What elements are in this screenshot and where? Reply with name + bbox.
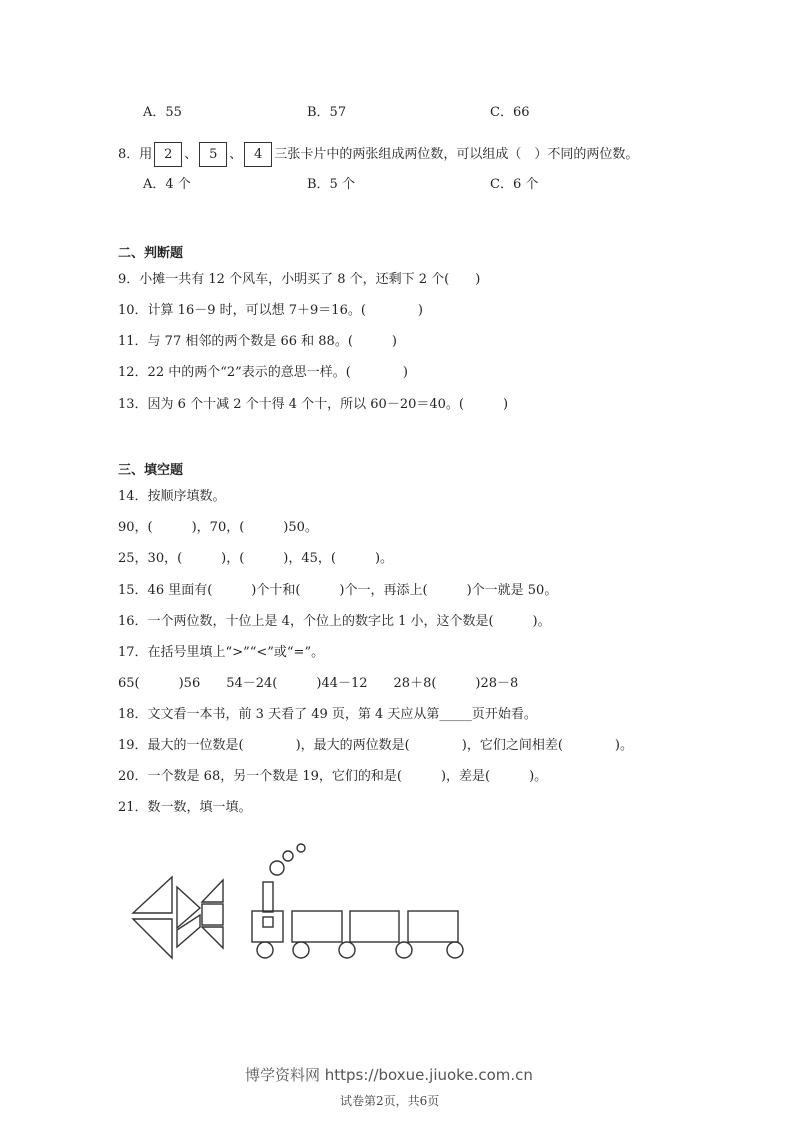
- q8-option-b: B．5 个: [307, 177, 355, 192]
- question-17-row: 65( )56 54－24( )44－12 28＋8( )28－8: [118, 676, 519, 691]
- q7-option-c: C．66: [490, 105, 530, 120]
- train: [252, 844, 463, 958]
- q8-prefix: 8．用: [118, 147, 153, 162]
- separator: 、: [229, 147, 243, 162]
- question-14-row2: 25，30，( )，( )，45，( )。: [118, 551, 394, 566]
- q8-option-c: C．6 个: [490, 177, 539, 192]
- separator: 、: [184, 147, 198, 162]
- watermark: 博学资料网 https://boxue.jiuoke.com.cn: [245, 1066, 533, 1084]
- question-9: 9．小摊一共有 12 个风车，小明买了 8 个，还剩下 2 个( ): [118, 272, 481, 287]
- q8-option-a: A．4 个: [143, 177, 191, 192]
- question-10: 10．计算 16－9 时，可以想 7＋9＝16。( ): [118, 303, 423, 318]
- question-16: 16．一个两位数，十位上是 4，个位上的数字比 1 小，这个数是( )。: [118, 614, 551, 629]
- question-11: 11．与 77 相邻的两个数是 66 和 88。( ): [118, 334, 397, 349]
- question-12: 12．22 中的两个“2”表示的意思一样。( ): [118, 365, 408, 380]
- tangram-fish: [133, 877, 223, 958]
- question-18: 18．文文看一本书，前 3 天看了 49 页，第 4 天应从第_____页开始看。: [118, 707, 537, 722]
- question-13: 13．因为 6 个十减 2 个十得 4 个十，所以 60－20＝40。( ): [118, 397, 509, 412]
- q8-suffix: 三张卡片中的两张组成两位数，可以组成（ ）不同的两位数。: [274, 147, 639, 162]
- question-14: 14．按顺序填数。: [118, 489, 226, 504]
- section-title-judgment: 二、判断题: [118, 246, 184, 261]
- question-20: 20．一个数是 68，另一个数是 19，它们的和是( )，差是( )。: [118, 769, 548, 784]
- page-number: 试卷第2页，共6页: [340, 1094, 440, 1108]
- number-card: 2: [154, 142, 182, 167]
- question-21: 21．数一数，填一填。: [118, 800, 252, 815]
- q7-option-a: A．55: [143, 105, 182, 120]
- number-card: 5: [199, 142, 227, 167]
- section-title-fill: 三、填空题: [118, 463, 184, 478]
- question-17: 17．在括号里填上“>”“<”或“=”。: [118, 645, 325, 660]
- q7-option-b: B．57: [307, 105, 347, 120]
- question-14-row1: 90，( )，70，( )50。: [118, 520, 318, 535]
- question-19: 19．最大的一位数是( )，最大的两位数是( )，它们之间相差( )。: [118, 738, 633, 753]
- question-15: 15．46 里面有( )个十和( )个一，再添上( )个一就是 50。: [118, 583, 558, 598]
- number-card: 4: [244, 142, 272, 167]
